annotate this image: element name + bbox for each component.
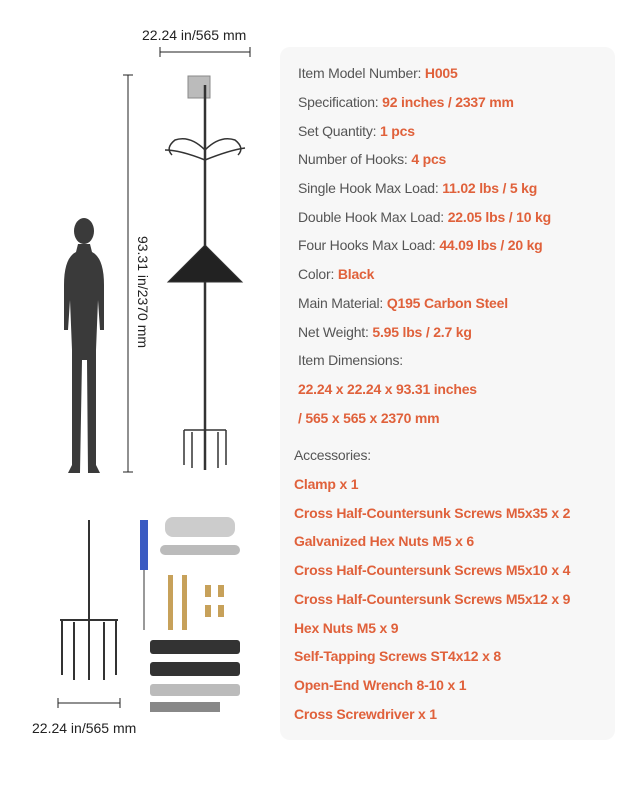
spec-label: Net Weight: xyxy=(298,324,373,340)
spec-card xyxy=(280,47,615,740)
spec-label: Color: xyxy=(298,266,338,282)
spec-model xyxy=(298,65,458,81)
pole-illustration xyxy=(165,76,245,470)
spec-weight xyxy=(298,324,472,340)
spec-double-load xyxy=(298,209,551,225)
spec-value: 92 inches / 2337 mm xyxy=(382,94,514,110)
accessory-item: Cross Screwdriver x 1 xyxy=(294,706,437,722)
spec-value: Black xyxy=(337,266,375,282)
accessory-item: Cross Half-Countersunk Screws M5x10 x 4 xyxy=(294,562,571,578)
spec-material xyxy=(298,295,508,311)
spec-label: Four Hooks Max Load: xyxy=(298,237,440,253)
spec-four-load xyxy=(298,237,543,253)
base-width-label: 22.24 in/565 mm xyxy=(32,720,137,736)
spec-label: Main Material: xyxy=(298,295,387,311)
spec-value: 22.05 lbs / 10 kg xyxy=(447,209,551,225)
top-width-label: 22.24 in/565 mm xyxy=(142,27,247,43)
accessories-illustration xyxy=(140,517,240,712)
accessory-item: Cross Half-Countersunk Screws M5x12 x 9 xyxy=(294,591,571,607)
spec-color xyxy=(298,266,374,282)
spec-value: 4 pcs xyxy=(411,151,447,167)
spec-value: 44.09 lbs / 20 kg xyxy=(439,237,543,253)
accessory-item: Open-End Wrench 8-10 x 1 xyxy=(294,677,467,693)
spec-hooks xyxy=(298,151,446,167)
spec-label: Set Quantity: xyxy=(298,123,381,139)
spec-value: Q195 Carbon Steel xyxy=(386,295,508,311)
spec-label: Item Model Number: xyxy=(298,65,425,81)
spec-label: Specification: xyxy=(298,94,383,110)
accessory-item: Cross Half-Countersunk Screws M5x35 x 2 xyxy=(294,505,571,521)
spec-value: 1 pcs xyxy=(380,123,415,139)
accessory-item: Hex Nuts M5 x 9 xyxy=(294,620,399,636)
spec-single-load xyxy=(298,180,537,196)
spec-set-quantity xyxy=(298,123,415,139)
product-illustration xyxy=(0,0,280,787)
accessory-item: Galvanized Hex Nuts M5 x 6 xyxy=(294,533,474,549)
spec-label: Double Hook Max Load: xyxy=(298,209,448,225)
accessory-item: Self-Tapping Screws ST4x12 x 8 xyxy=(294,648,501,664)
base-stake-illustration xyxy=(60,520,118,680)
accessory-item: Clamp x 1 xyxy=(294,476,359,492)
item-dimensions-inches: 22.24 x 22.24 x 93.31 inches xyxy=(298,381,477,397)
spec-value: 11.02 lbs / 5 kg xyxy=(442,180,538,196)
height-label: 93.31 in/2370 mm xyxy=(135,235,151,349)
spec-value: 5.95 lbs / 2.7 kg xyxy=(372,324,472,340)
spec-label: Number of Hooks: xyxy=(298,151,412,167)
spec-specification xyxy=(298,94,514,110)
item-dimensions-label: Item Dimensions: xyxy=(298,352,403,368)
spec-value: H005 xyxy=(424,65,458,81)
item-dimensions-mm: / 565 x 565 x 2370 mm xyxy=(298,410,440,426)
accessories-label: Accessories: xyxy=(294,447,371,463)
spec-label: Single Hook Max Load: xyxy=(298,180,443,196)
human-silhouette xyxy=(64,218,104,473)
